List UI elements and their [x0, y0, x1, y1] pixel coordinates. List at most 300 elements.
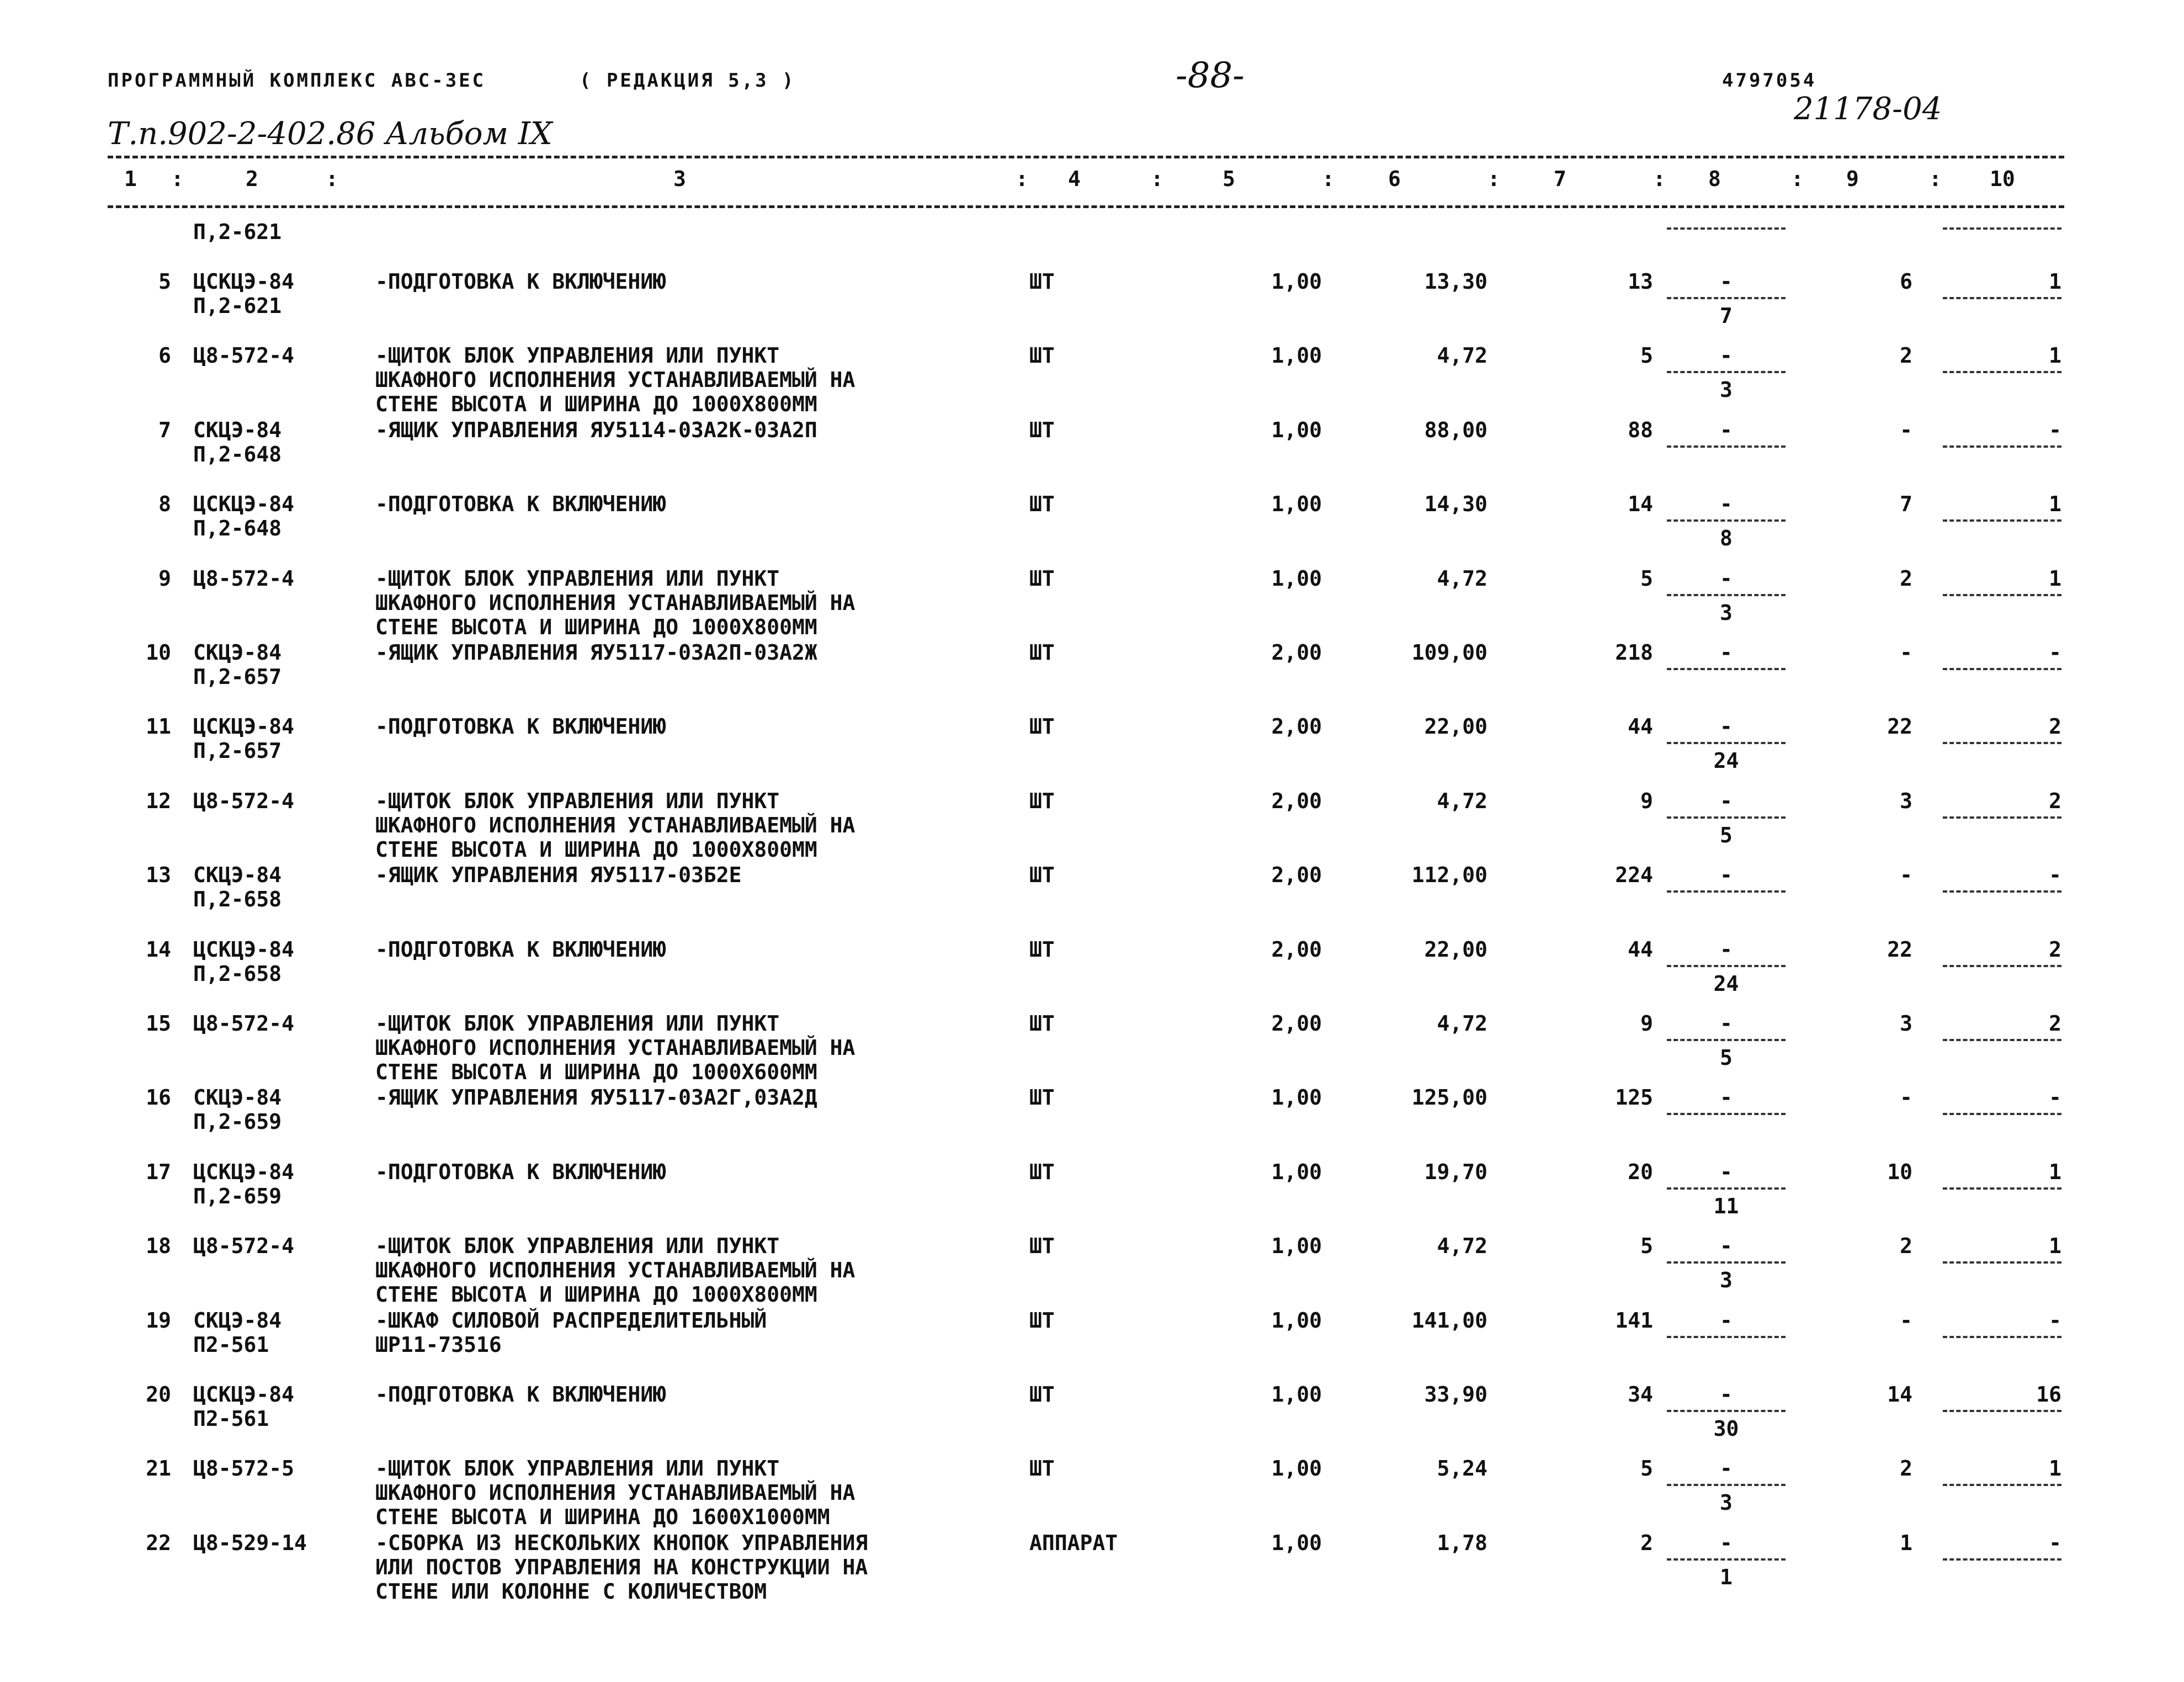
work-description: -ПОДГОТОВКА К ВКЛЮЧЕНИЮ	[375, 1160, 666, 1184]
work-description: ШКАФНОГО ИСПОЛНЕНИЯ УСТАНАВЛИВАЕМЫЙ НА	[375, 368, 855, 392]
price-code-line2: П,2-659	[193, 1184, 282, 1208]
quantity: 1,00	[1271, 343, 1322, 368]
total-cost: 218	[1615, 640, 1653, 665]
quantity: 1,00	[1271, 1085, 1322, 1110]
col8-bottom: 8	[1720, 526, 1733, 550]
work-description: СТЕНЕ ВЫСОТА И ШИРИНА ДО 1600Х1000ММ	[375, 1505, 830, 1529]
col-header-4: 4	[1068, 167, 1081, 191]
col9-value: 7	[1900, 492, 1912, 516]
price-code: СКЦЭ-84	[193, 1085, 282, 1110]
handwritten-code: 21178-04	[1794, 91, 1942, 127]
total-cost: 14	[1628, 492, 1653, 516]
row-number: 10	[146, 640, 171, 665]
unit: ШТ	[1029, 937, 1055, 962]
col8-bottom: 3	[1720, 1268, 1733, 1292]
fraction-bar	[1667, 816, 1786, 819]
table-row	[0, 1085, 2184, 1157]
price-code: СКЦЭ-84	[193, 1308, 282, 1333]
work-description: -ЯЩИК УПРАВЛЕНИЯ ЯУ5117-03А2Г,03А2Д	[375, 1085, 817, 1110]
col10-value: -	[2049, 640, 2061, 665]
work-description: -ЯЩИК УПРАВЛЕНИЯ ЯУ5117-03А2П-03А2Ж	[375, 640, 817, 665]
fraction-bar	[1667, 742, 1786, 744]
unit: ШТ	[1029, 343, 1055, 368]
total-cost: 44	[1628, 937, 1653, 962]
col8-bottom: 3	[1720, 1490, 1733, 1515]
col8-top: -	[1720, 714, 1733, 739]
doc-code: 4797054	[1722, 70, 1817, 92]
work-description: ШКАФНОГО ИСПОЛНЕНИЯ УСТАНАВЛИВАЕМЫЙ НА	[375, 1036, 855, 1060]
col8-bottom: 3	[1720, 601, 1733, 625]
header-rule-top	[108, 156, 2064, 158]
unit-price: 125,00	[1411, 1085, 1487, 1110]
total-cost: 5	[1640, 1234, 1653, 1258]
carry-bar-col8	[1667, 227, 1786, 230]
work-description: -ЯЩИК УПРАВЛЕНИЯ ЯУ5114-03А2К-03А2П	[375, 418, 817, 442]
work-description: ИЛИ ПОСТОВ УПРАВЛЕНИЯ НА КОНСТРУКЦИИ НА	[375, 1555, 868, 1579]
price-code: ЦСКЦЭ-84	[193, 269, 295, 294]
col8-top: -	[1720, 492, 1733, 516]
work-description: ШКАФНОГО ИСПОЛНЕНИЯ УСТАНАВЛИВАЕМЫЙ НА	[375, 591, 855, 615]
row-number: 7	[158, 418, 171, 442]
col-header-5: 5	[1223, 167, 1235, 191]
work-description: -ПОДГОТОВКА К ВКЛЮЧЕНИЮ	[375, 492, 666, 516]
quantity: 1,00	[1271, 269, 1322, 294]
table-row	[0, 1531, 2184, 1603]
fraction-bar	[1667, 1187, 1786, 1190]
table-row	[0, 1160, 2184, 1232]
quantity: 1,00	[1271, 1456, 1322, 1481]
price-code: Ц8-572-4	[193, 1011, 295, 1036]
col-header-3: 3	[673, 167, 686, 191]
col-header-10: 10	[1990, 167, 2015, 191]
fraction-bar	[1943, 668, 2061, 670]
col8-top: -	[1720, 566, 1733, 591]
quantity: 2,00	[1271, 1011, 1322, 1036]
price-code: ЦСКЦЭ-84	[193, 1382, 295, 1407]
table-row	[0, 492, 2184, 564]
col10-value: 1	[2049, 269, 2061, 294]
col-header-9: 9	[1846, 167, 1859, 191]
work-description: СТЕНЕ ВЫСОТА И ШИРИНА ДО 1000Х800ММ	[375, 615, 817, 639]
col8-top: -	[1720, 1234, 1733, 1258]
total-cost: 141	[1615, 1308, 1653, 1333]
quantity: 2,00	[1271, 863, 1322, 887]
price-code-line2: П,2-657	[193, 739, 282, 763]
col-sep: :	[326, 167, 338, 191]
page-number: -88-	[1176, 55, 1245, 96]
fraction-bar	[1943, 965, 2061, 967]
unit: ШТ	[1029, 1160, 1055, 1184]
table-row	[0, 1382, 2184, 1454]
fraction-bar	[1943, 1558, 2061, 1561]
fraction-bar	[1943, 1039, 2061, 1041]
fraction-bar	[1667, 1336, 1786, 1338]
col9-value: -	[1900, 640, 1912, 665]
row-number: 12	[146, 789, 171, 813]
fraction-bar	[1667, 1113, 1786, 1115]
col8-top: -	[1720, 1531, 1733, 1555]
price-code: ЦСКЦЭ-84	[193, 1160, 295, 1184]
quantity: 1,00	[1271, 1382, 1322, 1407]
quantity: 1,00	[1271, 492, 1322, 516]
col9-value: 6	[1900, 269, 1912, 294]
program-title: ПРОГРАММНЫЙ КОМПЛЕКС АВС-3ЕС	[108, 70, 486, 92]
row-number: 19	[146, 1308, 171, 1333]
quantity: 1,00	[1271, 566, 1322, 591]
col8-bottom: 5	[1720, 1046, 1733, 1070]
price-code-line2: П,2-657	[193, 665, 282, 689]
total-cost: 5	[1640, 343, 1653, 368]
work-description: -ЩИТОК БЛОК УПРАВЛЕНИЯ ИЛИ ПУНКТ	[375, 1234, 780, 1258]
unit: ШТ	[1029, 1011, 1055, 1036]
table-row	[0, 418, 2184, 490]
row-number: 9	[158, 566, 171, 591]
total-cost: 44	[1628, 714, 1653, 739]
total-cost: 2	[1640, 1531, 1653, 1555]
unit: ШТ	[1029, 566, 1055, 591]
col-sep: :	[1487, 167, 1500, 191]
row-number: 21	[146, 1456, 171, 1481]
price-code: ЦСКЦЭ-84	[193, 937, 295, 962]
col8-bottom: 24	[1713, 972, 1739, 996]
col9-value: -	[1900, 418, 1912, 442]
work-description: -ЩИТОК БЛОК УПРАВЛЕНИЯ ИЛИ ПУНКТ	[375, 789, 780, 813]
row-number: 20	[146, 1382, 171, 1407]
unit: ШТ	[1029, 789, 1055, 813]
col-header-6: 6	[1388, 167, 1401, 191]
col8-top: -	[1720, 418, 1733, 442]
unit-price: 4,72	[1437, 789, 1487, 813]
quantity: 1,00	[1271, 1308, 1322, 1333]
work-description: -ЯЩИК УПРАВЛЕНИЯ ЯУ5117-03Б2Е	[375, 863, 742, 887]
row-number: 13	[146, 863, 171, 887]
row-number: 16	[146, 1085, 171, 1110]
col8-bottom: 3	[1720, 378, 1733, 402]
unit-price: 19,70	[1424, 1160, 1487, 1184]
col-header-2: 2	[246, 167, 258, 191]
total-cost: 34	[1628, 1382, 1653, 1407]
fraction-bar	[1667, 445, 1786, 448]
fraction-bar	[1667, 1558, 1786, 1561]
price-code: Ц8-529-14	[193, 1531, 307, 1555]
work-description: СТЕНЕ ВЫСОТА И ШИРИНА ДО 1000Х800ММ	[375, 837, 817, 862]
table-row	[0, 1234, 2184, 1306]
col9-value: -	[1900, 1308, 1912, 1333]
fraction-bar	[1943, 1410, 2061, 1412]
col8-top: -	[1720, 343, 1733, 368]
work-description: СТЕНЕ ВЫСОТА И ШИРИНА ДО 1000Х600ММ	[375, 1060, 817, 1084]
unit: ШТ	[1029, 492, 1055, 516]
col9-value: 2	[1900, 343, 1912, 368]
col-header-8: 8	[1708, 167, 1721, 191]
price-code: СКЦЭ-84	[193, 863, 282, 887]
col10-value: 2	[2049, 714, 2061, 739]
col8-bottom: 7	[1720, 304, 1733, 328]
unit: ШТ	[1029, 418, 1055, 442]
unit: ШТ	[1029, 269, 1055, 294]
total-cost: 5	[1640, 1456, 1653, 1481]
fraction-bar	[1667, 965, 1786, 967]
work-description: -ЩИТОК БЛОК УПРАВЛЕНИЯ ИЛИ ПУНКТ	[375, 566, 780, 591]
table-row	[0, 1011, 2184, 1083]
col8-top: -	[1720, 1085, 1733, 1110]
total-cost: 9	[1640, 789, 1653, 813]
col10-value: -	[2049, 863, 2061, 887]
fraction-bar	[1943, 371, 2061, 373]
unit: ШТ	[1029, 714, 1055, 739]
quantity: 2,00	[1271, 937, 1322, 962]
price-code-line2: П,2-648	[193, 516, 282, 540]
price-code: Ц8-572-4	[193, 566, 295, 591]
col10-value: 1	[2049, 1234, 2061, 1258]
fraction-bar	[1667, 371, 1786, 373]
unit: ШТ	[1029, 1456, 1055, 1481]
col8-top: -	[1720, 789, 1733, 813]
carry-code: П,2-621	[193, 220, 282, 244]
col8-top: -	[1720, 1011, 1733, 1036]
col-sep: :	[1016, 167, 1028, 191]
table-row	[0, 566, 2184, 638]
col9-value: 3	[1900, 1011, 1912, 1036]
total-cost: 125	[1615, 1085, 1653, 1110]
unit-price: 4,72	[1437, 343, 1487, 368]
unit-price: 4,72	[1437, 1011, 1487, 1036]
unit: ШТ	[1029, 640, 1055, 665]
fraction-bar	[1667, 1039, 1786, 1041]
album-reference: Т.п.902-2-402.86 Альбом IX	[108, 116, 552, 152]
work-description: -ПОДГОТОВКА К ВКЛЮЧЕНИЮ	[375, 1382, 666, 1407]
col-sep: :	[1653, 167, 1666, 191]
fraction-bar	[1667, 668, 1786, 670]
price-code: СКЦЭ-84	[193, 640, 282, 665]
col10-value: 2	[2049, 937, 2061, 962]
col9-value: 2	[1900, 566, 1912, 591]
fraction-bar	[1943, 1261, 2061, 1264]
quantity: 1,00	[1271, 418, 1322, 442]
unit-price: 5,24	[1437, 1456, 1487, 1481]
col-header-1: 1	[124, 167, 137, 191]
price-code-line2: П2-561	[193, 1407, 269, 1431]
row-number: 18	[146, 1234, 171, 1258]
col-sep: :	[171, 167, 184, 191]
table-row	[0, 269, 2184, 341]
row-number: 14	[146, 937, 171, 962]
col10-value: -	[2049, 1531, 2061, 1555]
total-cost: 13	[1628, 269, 1653, 294]
quantity: 2,00	[1271, 714, 1322, 739]
fraction-bar	[1943, 1187, 2061, 1190]
table-row	[0, 343, 2184, 415]
fraction-bar	[1943, 594, 2061, 596]
col9-value: 14	[1887, 1382, 1912, 1407]
fraction-bar	[1667, 519, 1786, 522]
quantity: 1,00	[1271, 1160, 1322, 1184]
fraction-bar	[1667, 297, 1786, 299]
col9-value: 1	[1900, 1531, 1912, 1555]
quantity: 1,00	[1271, 1234, 1322, 1258]
col9-value: -	[1900, 863, 1912, 887]
col8-top: -	[1720, 1456, 1733, 1481]
col9-value: 22	[1887, 714, 1912, 739]
fraction-bar	[1943, 816, 2061, 819]
col8-top: -	[1720, 1382, 1733, 1407]
total-cost: 20	[1628, 1160, 1653, 1184]
row-number: 5	[158, 269, 171, 294]
price-code: Ц8-572-5	[193, 1456, 295, 1481]
col8-bottom: 11	[1713, 1194, 1739, 1218]
price-code: ЦСКЦЭ-84	[193, 714, 295, 739]
table-row	[0, 937, 2184, 1009]
row-number: 17	[146, 1160, 171, 1184]
col10-value: 1	[2049, 566, 2061, 591]
unit-price: 112,00	[1411, 863, 1487, 887]
table-row	[0, 1456, 2184, 1528]
col8-top: -	[1720, 1160, 1733, 1184]
table-row	[0, 1308, 2184, 1380]
fraction-bar	[1943, 1336, 2061, 1338]
col8-bottom: 24	[1713, 749, 1739, 773]
price-code-line2: П,2-658	[193, 887, 282, 911]
unit: ШТ	[1029, 863, 1055, 887]
col10-value: -	[2049, 1308, 2061, 1333]
col8-top: -	[1720, 269, 1733, 294]
work-description: -ПОДГОТОВКА К ВКЛЮЧЕНИЮ	[375, 714, 666, 739]
total-cost: 9	[1640, 1011, 1653, 1036]
total-cost: 88	[1628, 418, 1653, 442]
quantity: 2,00	[1271, 789, 1322, 813]
work-description: -СБОРКА ИЗ НЕСКОЛЬКИХ КНОПОК УПРАВЛЕНИЯ	[375, 1531, 868, 1555]
col10-value: 1	[2049, 1456, 2061, 1481]
col8-top: -	[1720, 863, 1733, 887]
table-row	[0, 789, 2184, 861]
carry-bar-col10	[1943, 227, 2061, 230]
row-number: 6	[158, 343, 171, 368]
fraction-bar	[1667, 1410, 1786, 1412]
col-header-7: 7	[1554, 167, 1566, 191]
row-number: 22	[146, 1531, 171, 1555]
col8-top: -	[1720, 937, 1733, 962]
price-code-line2: П,2-621	[193, 294, 282, 318]
work-description: ШКАФНОГО ИСПОЛНЕНИЯ УСТАНАВЛИВАЕМЫЙ НА	[375, 1481, 855, 1505]
unit-price: 14,30	[1424, 492, 1487, 516]
col10-value: 1	[2049, 492, 2061, 516]
unit-price: 141,00	[1411, 1308, 1487, 1333]
col-sep: :	[1929, 167, 1942, 191]
unit-price: 109,00	[1411, 640, 1487, 665]
quantity: 1,00	[1271, 1531, 1322, 1555]
col-sep: :	[1322, 167, 1335, 191]
row-number: 8	[158, 492, 171, 516]
col-sep: :	[1151, 167, 1163, 191]
col10-value: 1	[2049, 343, 2061, 368]
table-row	[0, 640, 2184, 712]
col8-bottom: 5	[1720, 823, 1733, 847]
work-description: ШКАФНОГО ИСПОЛНЕНИЯ УСТАНАВЛИВАЕМЫЙ НА	[375, 1258, 855, 1282]
fraction-bar	[1667, 1484, 1786, 1486]
col-sep: :	[1791, 167, 1804, 191]
unit: ШТ	[1029, 1382, 1055, 1407]
price-code-line2: П,2-648	[193, 442, 282, 466]
price-code: Ц8-572-4	[193, 1234, 295, 1258]
work-description: -ЩИТОК БЛОК УПРАВЛЕНИЯ ИЛИ ПУНКТ	[375, 343, 780, 368]
fraction-bar	[1667, 890, 1786, 893]
col9-value: -	[1900, 1085, 1912, 1110]
col10-value: -	[2049, 418, 2061, 442]
unit: ШТ	[1029, 1234, 1055, 1258]
fraction-bar	[1943, 297, 2061, 299]
work-description: СТЕНЕ ВЫСОТА И ШИРИНА ДО 1000Х800ММ	[375, 1282, 817, 1307]
col9-value: 22	[1887, 937, 1912, 962]
col9-value: 2	[1900, 1456, 1912, 1481]
work-description: СТЕНЕ ИЛИ КОЛОННЕ С КОЛИЧЕСТВОМ	[375, 1579, 767, 1604]
work-description: ШКАФНОГО ИСПОЛНЕНИЯ УСТАНАВЛИВАЕМЫЙ НА	[375, 813, 855, 837]
work-description: -ЩИТОК БЛОК УПРАВЛЕНИЯ ИЛИ ПУНКТ	[375, 1011, 780, 1036]
table-row	[0, 863, 2184, 935]
fraction-bar	[1943, 1484, 2061, 1486]
col9-value: 3	[1900, 789, 1912, 813]
work-description: -ШКАФ СИЛОВОЙ РАСПРЕДЕЛИТЕЛЬНЫЙ	[375, 1308, 767, 1333]
col9-value: 10	[1887, 1160, 1912, 1184]
fraction-bar	[1943, 519, 2061, 522]
unit-price: 22,00	[1424, 937, 1487, 962]
unit-price: 33,90	[1424, 1382, 1487, 1407]
price-code: Ц8-572-4	[193, 789, 295, 813]
unit: ШТ	[1029, 1085, 1055, 1110]
col8-top: -	[1720, 1308, 1733, 1333]
fraction-bar	[1667, 1261, 1786, 1264]
unit-price: 13,30	[1424, 269, 1487, 294]
work-description: СТЕНЕ ВЫСОТА И ШИРИНА ДО 1000Х800ММ	[375, 392, 817, 416]
total-cost: 5	[1640, 566, 1653, 591]
col10-value: 1	[2049, 1160, 2061, 1184]
row-number: 11	[146, 714, 171, 739]
total-cost: 224	[1615, 863, 1653, 887]
unit: ШТ	[1029, 1308, 1055, 1333]
edition-label: ( РЕДАКЦИЯ 5,3 )	[580, 70, 796, 92]
unit: АППАРАТ	[1029, 1531, 1118, 1555]
unit-price: 88,00	[1424, 418, 1487, 442]
price-code: СКЦЭ-84	[193, 418, 282, 442]
col8-top: -	[1720, 640, 1733, 665]
fraction-bar	[1943, 445, 2061, 448]
quantity: 2,00	[1271, 640, 1322, 665]
price-code: ЦСКЦЭ-84	[193, 492, 295, 516]
col8-bottom: 1	[1720, 1565, 1733, 1589]
unit-price: 22,00	[1424, 714, 1487, 739]
unit-price: 4,72	[1437, 1234, 1487, 1258]
fraction-bar	[1943, 890, 2061, 893]
header-rule-bottom	[108, 205, 2064, 208]
unit-price: 4,72	[1437, 566, 1487, 591]
work-description: -ПОДГОТОВКА К ВКЛЮЧЕНИЮ	[375, 269, 666, 294]
col10-value: 2	[2049, 789, 2061, 813]
fraction-bar	[1943, 1113, 2061, 1115]
table-row	[0, 714, 2184, 786]
fraction-bar	[1667, 594, 1786, 596]
fraction-bar	[1943, 742, 2061, 744]
col9-value: 2	[1900, 1234, 1912, 1258]
price-code-line2: П,2-658	[193, 962, 282, 986]
price-code-line2: П2-561	[193, 1333, 269, 1357]
col10-value: -	[2049, 1085, 2061, 1110]
work-description: ШР11-73516	[375, 1333, 502, 1357]
work-description: -ПОДГОТОВКА К ВКЛЮЧЕНИЮ	[375, 937, 666, 962]
col8-bottom: 30	[1713, 1416, 1739, 1441]
price-code-line2: П,2-659	[193, 1110, 282, 1134]
col10-value: 2	[2049, 1011, 2061, 1036]
row-number: 15	[146, 1011, 171, 1036]
work-description: -ЩИТОК БЛОК УПРАВЛЕНИЯ ИЛИ ПУНКТ	[375, 1456, 780, 1481]
